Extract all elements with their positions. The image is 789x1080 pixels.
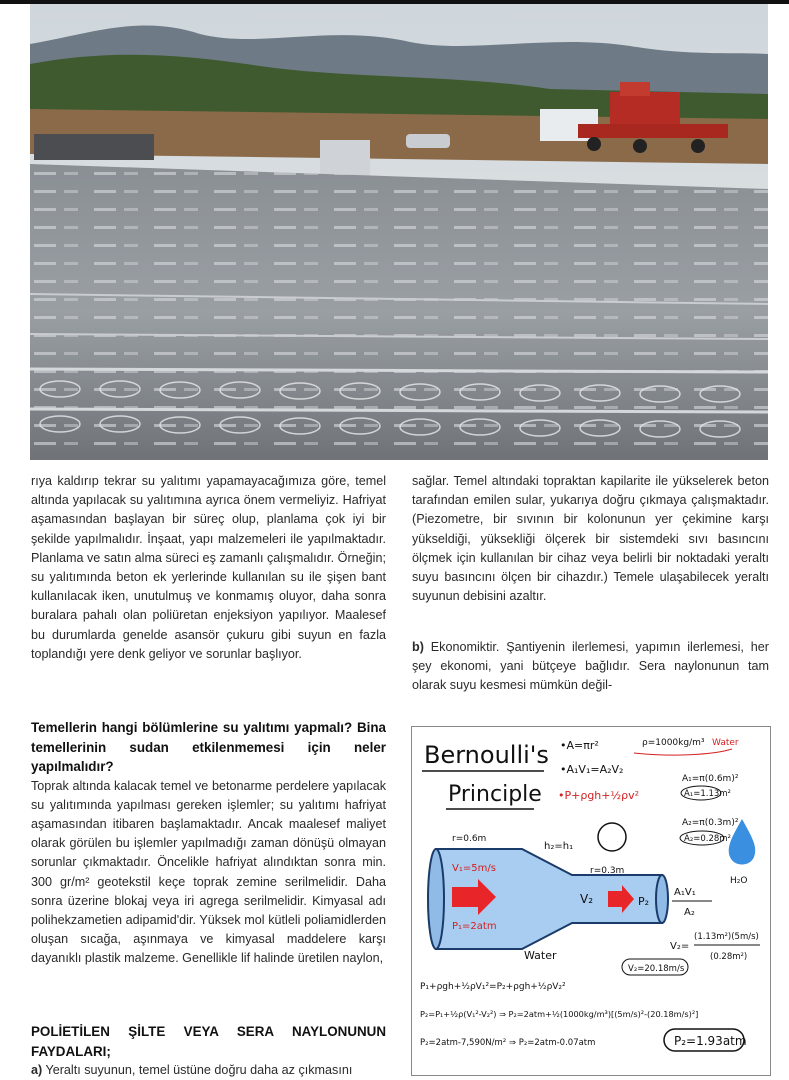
- v2-frac-den: A₂: [684, 907, 695, 918]
- density-label: ρ=1000kg/m³: [642, 738, 705, 748]
- p1-label: P₁=2atm: [452, 921, 497, 932]
- v2-value: V₂=20.18m/s: [628, 964, 685, 974]
- right-column: [412, 472, 769, 606]
- water-label: Water: [524, 949, 557, 962]
- pressure-line: P₂=P₁+½ρ(V₁²-V₂²) ⇒ P₂=2atm+½(1000kg/m³)[(5m/s)²-(20.18m/s)²]: [420, 1009, 699, 1019]
- benefits-heading: POLİETİLEN ŞİLTE VEYA SERA NAYLONUNUN FAYDALARI;: [31, 1024, 386, 1059]
- eq-continuity: •A₁V₁=A₂V₂: [560, 763, 624, 776]
- v2-calc-num: (1.13m²)(5m/s): [694, 932, 759, 942]
- bernoulli-diagram: [411, 726, 771, 1076]
- diagram-title-2: Principle: [448, 782, 542, 807]
- right-item-b: [412, 638, 769, 696]
- a2-value: A₂=0.28m²: [684, 834, 731, 844]
- a2-calc: A₂=π(0.3m)²: [682, 818, 739, 828]
- bernoulli-line: P₁+ρgh+½ρV₁²=P₂+ρgh+½ρV₂²: [420, 982, 566, 992]
- eq-bernoulli: •P+ρgh+½ρv²: [558, 789, 640, 802]
- height-equal: h₂=h₁: [544, 841, 574, 852]
- r2-label: r=0.3m: [590, 866, 625, 876]
- left-paragraph-1: rıya kaldırıp tekrar su yalıtımı yapamayacağımıza göre, temel altında yapılacak su yalıtımına ayrıca önem vermeliyiz. Hafriyat aşamasından başlayan bir süreç olup, planlama çok iyi bir şekilde yapılmalıdır. İnşaat, yapı malzemeleri ile yapılmaktadır. Planlama ve satın alma süreci eş zamanlı çalışmalıdır. Örneğin; su yalıtımında beton ek yerlerinde kullanılan su ile şişen bant kullanılacak iken, unutulmuş ve konmamış oluyor, daha sonra buralara pahalı olan poliüretan enjeksiyon yapılıyor. Maalesef bu durumlarda genelde asansör çukuru gibi suyun en fazla toplandığı yere denk geliyor ve sorunlar başlıyor.: [31, 474, 386, 661]
- v2-label: V₂: [580, 892, 594, 906]
- a1-value: A₁=1.13m²: [684, 789, 731, 799]
- v2-eq: V₂=: [670, 941, 690, 952]
- v2-calc-den: (0.28m²): [710, 952, 748, 962]
- water-tag: Water: [712, 738, 739, 748]
- item-a-text: Yeraltı suyunun, temel üstüne doğru daha az çıkmasını: [42, 1063, 353, 1077]
- a1-calc: A₁=π(0.6m)²: [682, 774, 739, 784]
- item-a: [31, 1061, 386, 1080]
- r1-label: r=0.6m: [452, 834, 487, 844]
- p2-label: P₂: [638, 895, 650, 908]
- item-b-text: Ekonomiktir. Şantiyenin ilerlemesi, yapımın ilerlemesi, her şey ekonomi, yani bütçeye bağlıdır. Sera naylonunun tam olarak suyu kesmesi mümkün değil-: [412, 640, 769, 693]
- h2o-label: H₂O: [730, 876, 748, 886]
- item-b: [412, 638, 769, 696]
- left-paragraph-2: Toprak altında kalacak temel ve betonarme perdelere yapılacak su yalıtımında yapılması gereken işlemler; su yalıtımı hafriyat aşamasından itibaren başlamaktadır. Ancak maalesef maliyet olarak görülen bu işlemler yapılmadığı zaman dönüşü olmayan sorunlar çıkmaktadır. Öncelikle hafriyat alındıktan sonra min. 300 gr/m² geotekstil keçe toprak zemine serilmelidir. Daha sonra üzerine blokaj veya iri agrega serilmelidir. Kimyasal adı polihekzametien adipamid'dir. Yüksek mol kütleli poliamidlerden oluşan sıcağa, aşınmaya ve kimyasal maddelere karşı dayanıklı plastik malzeme. Genellikle lif halinde üretilen naylon,: [31, 778, 386, 966]
- eq-area: •A=πr²: [560, 739, 599, 752]
- left-section: [31, 718, 386, 969]
- item-a-label: a): [31, 1063, 43, 1077]
- final-answer: P₂=1.93atm: [674, 1034, 747, 1048]
- diagram-title-1: Bernoulli's: [424, 741, 549, 769]
- benefits-section: [31, 1022, 386, 1080]
- v2-frac-num: A₁V₁: [674, 887, 696, 898]
- pressure-line-2: P₂=2atm-7,590N/m² ⇒ P₂=2atm-0.07atm: [420, 1038, 596, 1048]
- construction-site-photo: [30, 4, 768, 460]
- question-heading: Temellerin hangi bölümlerine su yalıtımı yapmalı? Bina temellerinin sudan etkilenmemesi için neler yapılmalıdır?: [31, 720, 386, 774]
- left-column: [31, 472, 386, 664]
- item-b-label: b): [412, 640, 424, 654]
- right-paragraph-1: sağlar. Temel altındaki topraktan kapilarite ile yükselerek beton tarafından emilen sular, yukarıya doğru çıkmaya çalışmaktadır. (Piezometre, bir sıvının bir kolonunun yer çekimine karşı yükseldiği, yüksekliği ölçerek bir sistemdeki sıvı basıncını ölçmek için kullanılan bir cihaz veya belirli bir noktadaki yeraltı suyu basıncını ölçen bir cihazdır.) Temele ulaşabilecek yeraltı suyunun debisini azaltır.: [412, 474, 769, 604]
- v1-label: V₁=5m/s: [452, 863, 496, 874]
